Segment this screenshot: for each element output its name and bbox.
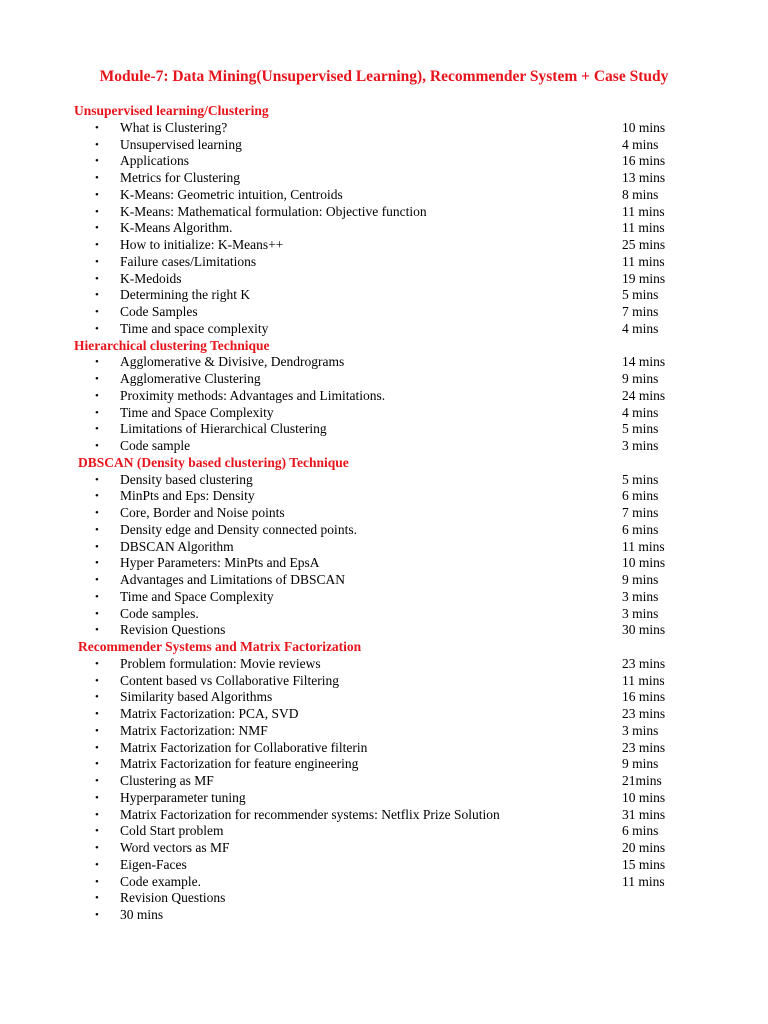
topic-duration: 7 mins bbox=[622, 304, 659, 320]
topic-label: Code sample bbox=[120, 438, 191, 454]
section-heading: Unsupervised learning/Clustering bbox=[74, 103, 269, 118]
section-heading: Recommender Systems and Matrix Factorization bbox=[78, 639, 362, 655]
topic-duration: 9 mins bbox=[622, 572, 659, 588]
bullet-icon: • bbox=[95, 858, 99, 871]
list-item bbox=[0, 773, 768, 790]
topic-label: Revision Questions bbox=[120, 890, 226, 906]
list-item bbox=[0, 204, 768, 221]
topic-duration: 11 mins bbox=[622, 203, 665, 219]
topic-label: Revision Questions bbox=[120, 622, 226, 638]
topic-list bbox=[0, 354, 768, 455]
list-item bbox=[0, 287, 768, 304]
topic-duration: 5 mins bbox=[622, 471, 659, 487]
page-title: Module-7: Data Mining(Unsupervised Learning), Recommender System + Case Study bbox=[99, 68, 669, 85]
topic-label: K-Means: Geometric intuition, Centroids bbox=[120, 186, 343, 202]
list-item bbox=[0, 890, 768, 907]
list-item bbox=[0, 522, 768, 539]
topic-label: Eigen-Faces bbox=[120, 856, 187, 872]
bullet-icon: • bbox=[95, 607, 99, 620]
topic-duration: 31 mins bbox=[622, 806, 666, 822]
topic-label: How to initialize: K-Means++ bbox=[120, 237, 284, 253]
bullet-icon: • bbox=[95, 691, 99, 704]
bullet-icon: • bbox=[95, 121, 99, 134]
topic-duration: 15 mins bbox=[622, 856, 666, 872]
topic-duration: 4 mins bbox=[622, 404, 659, 420]
list-item bbox=[0, 756, 768, 773]
list-item bbox=[0, 220, 768, 237]
list-item bbox=[0, 137, 768, 154]
topic-label: Density based clustering bbox=[120, 471, 253, 487]
bullet-icon: • bbox=[95, 875, 99, 888]
topic-duration: 9 mins bbox=[622, 756, 659, 772]
bullet-icon: • bbox=[95, 523, 99, 536]
list-item bbox=[0, 153, 768, 170]
list-item bbox=[0, 120, 768, 137]
topic-label: Code example. bbox=[120, 873, 201, 889]
topic-duration: 3 mins bbox=[622, 438, 659, 454]
bullet-icon: • bbox=[95, 825, 99, 838]
topic-label: Advantages and Limitations of DBSCAN bbox=[120, 572, 345, 588]
topic-duration: 7 mins bbox=[622, 505, 659, 521]
topic-list bbox=[0, 120, 768, 338]
topic-duration: 23 mins bbox=[622, 739, 666, 755]
topic-label: Metrics for Clustering bbox=[120, 170, 240, 186]
bullet-icon: • bbox=[95, 674, 99, 687]
bullet-icon: • bbox=[95, 490, 99, 503]
bullet-icon: • bbox=[95, 423, 99, 436]
list-item bbox=[0, 271, 768, 288]
section-heading: DBSCAN (Density based clustering) Technique bbox=[78, 454, 349, 470]
topic-duration: 10 mins bbox=[622, 789, 666, 805]
topic-label: Problem formulation: Movie reviews bbox=[120, 655, 321, 671]
bullet-icon: • bbox=[95, 138, 99, 151]
topic-label: Matrix Factorization for recommender systems: Netflix Prize Solution bbox=[120, 806, 500, 822]
topic-label: MinPts and Eps: Density bbox=[120, 488, 255, 504]
topic-duration: 10 mins bbox=[622, 555, 666, 571]
bullet-icon: • bbox=[95, 758, 99, 771]
list-item bbox=[0, 539, 768, 556]
topic-duration: 3 mins bbox=[622, 722, 659, 738]
bullet-icon: • bbox=[95, 373, 99, 386]
topic-label: Matrix Factorization for Collaborative filterin bbox=[120, 739, 368, 755]
bullet-icon: • bbox=[95, 708, 99, 721]
list-item bbox=[0, 237, 768, 254]
topic-label: Applications bbox=[120, 153, 189, 169]
topic-duration: 3 mins bbox=[622, 588, 659, 604]
topic-list bbox=[0, 472, 768, 640]
bullet-icon: • bbox=[95, 322, 99, 335]
topic-duration: 3 mins bbox=[622, 605, 659, 621]
bullet-icon: • bbox=[95, 239, 99, 252]
topic-duration: 6 mins bbox=[622, 488, 659, 504]
bullet-icon: • bbox=[95, 272, 99, 285]
topic-label: Determining the right K bbox=[120, 287, 251, 303]
topic-duration: 11 mins bbox=[622, 538, 665, 554]
list-item bbox=[0, 187, 768, 204]
bullet-icon: • bbox=[95, 657, 99, 670]
topic-label: Core, Border and Noise points bbox=[120, 505, 285, 521]
topic-duration: 4 mins bbox=[622, 320, 659, 336]
bullet-icon: • bbox=[95, 255, 99, 268]
list-item bbox=[0, 321, 768, 338]
topic-label: Failure cases/Limitations bbox=[120, 253, 257, 269]
bullet-icon: • bbox=[95, 306, 99, 319]
bullet-icon: • bbox=[95, 222, 99, 235]
topic-duration: 16 mins bbox=[622, 689, 666, 705]
topic-label: Matrix Factorization: PCA, SVD bbox=[120, 706, 299, 722]
list-item bbox=[0, 723, 768, 740]
topic-label: Clustering as MF bbox=[120, 773, 214, 789]
topic-duration: 11 mins bbox=[622, 253, 665, 269]
bullet-icon: • bbox=[95, 356, 99, 369]
topic-duration: 20 mins bbox=[622, 840, 666, 856]
topic-duration: 13 mins bbox=[622, 170, 666, 186]
bullet-icon: • bbox=[95, 775, 99, 788]
topic-label: Proximity methods: Advantages and Limitations. bbox=[120, 387, 386, 403]
list-item bbox=[0, 907, 768, 924]
bullet-icon: • bbox=[95, 574, 99, 587]
topic-label: Content based vs Collaborative Filtering bbox=[120, 672, 339, 688]
bullet-icon: • bbox=[95, 188, 99, 201]
list-item bbox=[0, 656, 768, 673]
topic-list bbox=[0, 656, 768, 924]
list-item bbox=[0, 488, 768, 505]
list-item bbox=[0, 589, 768, 606]
topic-duration: 11 mins bbox=[622, 873, 665, 889]
topic-duration: 19 mins bbox=[622, 270, 666, 286]
topic-label: Time and Space Complexity bbox=[120, 404, 274, 420]
bullet-icon: • bbox=[95, 507, 99, 520]
bullet-icon: • bbox=[95, 473, 99, 486]
topic-label: 30 mins bbox=[120, 907, 164, 923]
topic-duration: 11 mins bbox=[622, 220, 665, 236]
topic-duration: 5 mins bbox=[622, 421, 659, 437]
topic-label: Cold Start problem bbox=[120, 823, 224, 839]
list-item bbox=[0, 170, 768, 187]
list-item bbox=[0, 706, 768, 723]
list-item bbox=[0, 304, 768, 321]
section-heading: Hierarchical clustering Technique bbox=[74, 337, 270, 353]
topic-duration: 6 mins bbox=[622, 823, 659, 839]
bullet-icon: • bbox=[95, 389, 99, 402]
list-item bbox=[0, 840, 768, 857]
topic-label: Matrix Factorization: NMF bbox=[120, 722, 268, 738]
topic-label: Agglomerative Clustering bbox=[120, 371, 261, 387]
topic-label: Similarity based Algorithms bbox=[120, 689, 273, 705]
list-item bbox=[0, 689, 768, 706]
topic-duration: 24 mins bbox=[622, 387, 666, 403]
topic-duration: 23 mins bbox=[622, 655, 666, 671]
topic-duration: 21mins bbox=[622, 773, 662, 789]
list-item bbox=[0, 555, 768, 572]
list-item bbox=[0, 405, 768, 422]
bullet-icon: • bbox=[95, 741, 99, 754]
topic-duration: 23 mins bbox=[622, 706, 666, 722]
list-item bbox=[0, 438, 768, 455]
list-item bbox=[0, 673, 768, 690]
bullet-icon: • bbox=[95, 406, 99, 419]
topic-label: Hyper Parameters: MinPts and EpsA bbox=[120, 555, 320, 571]
bullet-icon: • bbox=[95, 205, 99, 218]
topic-label: Word vectors as MF bbox=[120, 840, 230, 856]
bullet-icon: • bbox=[95, 724, 99, 737]
syllabus-content bbox=[0, 103, 768, 924]
topic-duration: 6 mins bbox=[622, 521, 659, 537]
topic-label: Density edge and Density connected points. bbox=[120, 521, 357, 537]
bullet-icon: • bbox=[95, 590, 99, 603]
topic-label: What is Clustering? bbox=[120, 119, 228, 135]
list-item bbox=[0, 790, 768, 807]
topic-label: K-Means Algorithm. bbox=[120, 220, 233, 236]
topic-duration: 30 mins bbox=[622, 622, 666, 638]
list-item bbox=[0, 874, 768, 891]
list-item bbox=[0, 421, 768, 438]
topic-duration: 5 mins bbox=[622, 287, 659, 303]
topic-label: K-Medoids bbox=[120, 270, 182, 286]
topic-duration: 9 mins bbox=[622, 371, 659, 387]
topic-duration: 10 mins bbox=[622, 119, 666, 135]
list-item bbox=[0, 505, 768, 522]
bullet-icon: • bbox=[95, 172, 99, 185]
bullet-icon: • bbox=[95, 540, 99, 553]
list-item bbox=[0, 823, 768, 840]
list-item bbox=[0, 388, 768, 405]
list-item bbox=[0, 622, 768, 639]
bullet-icon: • bbox=[95, 624, 99, 637]
list-item bbox=[0, 740, 768, 757]
topic-label: Code Samples bbox=[120, 304, 198, 320]
bullet-icon: • bbox=[95, 892, 99, 905]
topic-duration: 11 mins bbox=[622, 672, 665, 688]
bullet-icon: • bbox=[95, 440, 99, 453]
topic-label: Agglomerative & Divisive, Dendrograms bbox=[120, 354, 345, 370]
list-item bbox=[0, 606, 768, 623]
topic-label: DBSCAN Algorithm bbox=[120, 538, 234, 554]
topic-label: Hyperparameter tuning bbox=[120, 789, 246, 805]
topic-duration: 25 mins bbox=[622, 237, 666, 253]
topic-label: Code samples. bbox=[120, 605, 199, 621]
bullet-icon: • bbox=[95, 791, 99, 804]
bullet-icon: • bbox=[95, 289, 99, 302]
list-item bbox=[0, 354, 768, 371]
list-item bbox=[0, 857, 768, 874]
topic-label: Time and space complexity bbox=[120, 320, 269, 336]
topic-duration: 8 mins bbox=[622, 186, 659, 202]
topic-label: Unsupervised learning bbox=[120, 136, 242, 152]
list-item bbox=[0, 472, 768, 489]
bullet-icon: • bbox=[95, 155, 99, 168]
topic-duration: 14 mins bbox=[622, 354, 666, 370]
list-item bbox=[0, 572, 768, 589]
topic-label: Time and Space Complexity bbox=[120, 588, 274, 604]
bullet-icon: • bbox=[95, 842, 99, 855]
bullet-icon: • bbox=[95, 557, 99, 570]
bullet-icon: • bbox=[95, 909, 99, 922]
topic-duration: 4 mins bbox=[622, 136, 659, 152]
topic-label: Limitations of Hierarchical Clustering bbox=[120, 421, 327, 437]
topic-label: K-Means: Mathematical formulation: Objective function bbox=[120, 203, 427, 219]
topic-label: Matrix Factorization for feature engineering bbox=[120, 756, 359, 772]
list-item bbox=[0, 371, 768, 388]
list-item bbox=[0, 807, 768, 824]
bullet-icon: • bbox=[95, 808, 99, 821]
list-item bbox=[0, 254, 768, 271]
topic-duration: 16 mins bbox=[622, 153, 666, 169]
